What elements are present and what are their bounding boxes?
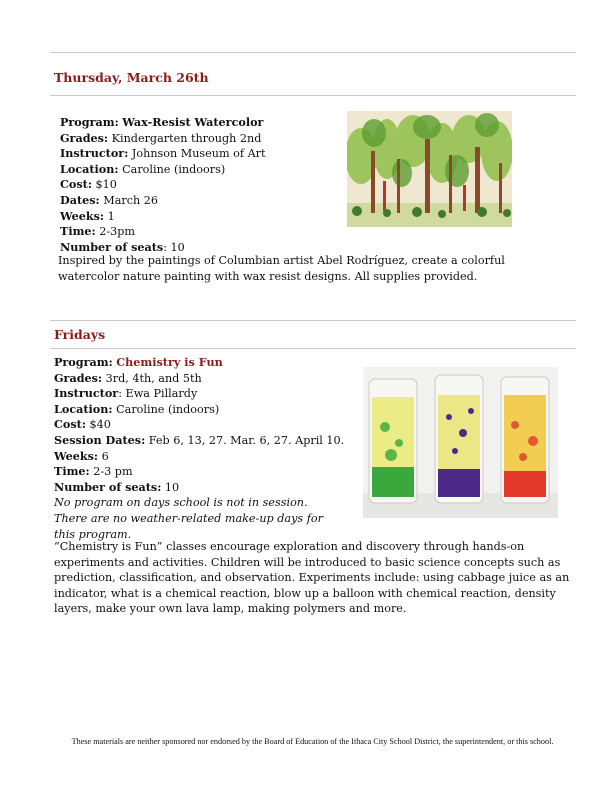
seats-label: Number of seats:: [54, 479, 162, 494]
program-info-chemistry: [54, 355, 344, 542]
cost-value: $40: [89, 418, 111, 432]
time-label: Time:: [54, 464, 90, 479]
dates-value: March 26: [103, 193, 158, 207]
weeks-value: 1: [107, 209, 115, 223]
location-value: Caroline (indoors): [122, 162, 226, 176]
weeks-label: Weeks:: [54, 448, 99, 463]
program-label: Program:: [54, 355, 113, 369]
section-heading-thursday: Thursday, March 26th: [54, 70, 209, 85]
grades-label: Grades:: [60, 130, 109, 145]
time-value: 2-3 pm: [93, 465, 133, 479]
instructor-label: Instructor: [54, 386, 119, 401]
disclaimer-footer: These materials are neither sponsored nor endorsed by the Board of Education of the Ithaca City School District, the superintendent, or this school.: [71, 737, 554, 746]
program-name: Wax-Resist Watercolor: [122, 115, 264, 129]
program-label: Program:: [60, 115, 119, 129]
instructor-value: Johnson Museum of Art: [131, 147, 266, 161]
cost-label: Cost:: [54, 417, 86, 432]
weeks-value: 6: [101, 449, 109, 463]
grades-label: Grades:: [54, 370, 103, 385]
grades-value: Kindergarten through 2nd: [111, 131, 262, 145]
program-info-wax-resist: [60, 115, 266, 255]
forest-painting-image: [347, 111, 512, 227]
seats-value: : 10: [163, 240, 185, 254]
seats-label: Number of seats: [60, 239, 164, 254]
time-value: 2-3pm: [99, 225, 136, 239]
dates-value: Feb 6, 13, 27. Mar. 6, 27. April 10.: [148, 433, 345, 447]
dates-label: Dates:: [60, 192, 100, 207]
section-divider: [50, 320, 576, 321]
cost-label: Cost:: [60, 177, 92, 192]
chemistry-description: “Chemistry is Fun” classes encourage exploration and discovery through hands-on experiments and activities. Children will be introduced to basic science concepts such as prediction, classification, and observation. Experiments include: using cabbage juice as an indicator, what is a chemical reaction, blow up a balloon with chemical reaction, density layers, make your own lava lamp, making polymers and more.: [54, 540, 570, 616]
program-name: Chemistry is Fun: [116, 355, 223, 369]
location-value: Caroline (indoors): [116, 402, 220, 416]
section-divider: [50, 95, 576, 96]
wax-resist-description: Inspired by the paintings of Columbian artist Abel Rodríguez, create a colorful watercolor nature painting with wax resist designs. All supplies provided.: [58, 254, 505, 283]
instructor-value: : Ewa Pillardy: [118, 387, 198, 401]
grades-value: 3rd, 4th, and 5th: [105, 371, 202, 385]
lava-lamp-glasses-image: [363, 367, 558, 518]
cost-value: $10: [95, 178, 117, 192]
weeks-label: Weeks:: [60, 208, 105, 223]
section-divider: [50, 348, 576, 349]
session-note: No program on days school is not in session. There are no weather-related make-up days for this program.: [54, 496, 323, 541]
time-label: Time:: [60, 224, 96, 239]
location-label: Location:: [60, 161, 119, 176]
instructor-label: Instructor:: [60, 146, 129, 161]
section-heading-fridays: Fridays: [54, 327, 106, 342]
dates-label: Session Dates:: [54, 432, 146, 447]
top-divider: [50, 52, 576, 53]
seats-value: 10: [164, 480, 180, 494]
location-label: Location:: [54, 401, 113, 416]
